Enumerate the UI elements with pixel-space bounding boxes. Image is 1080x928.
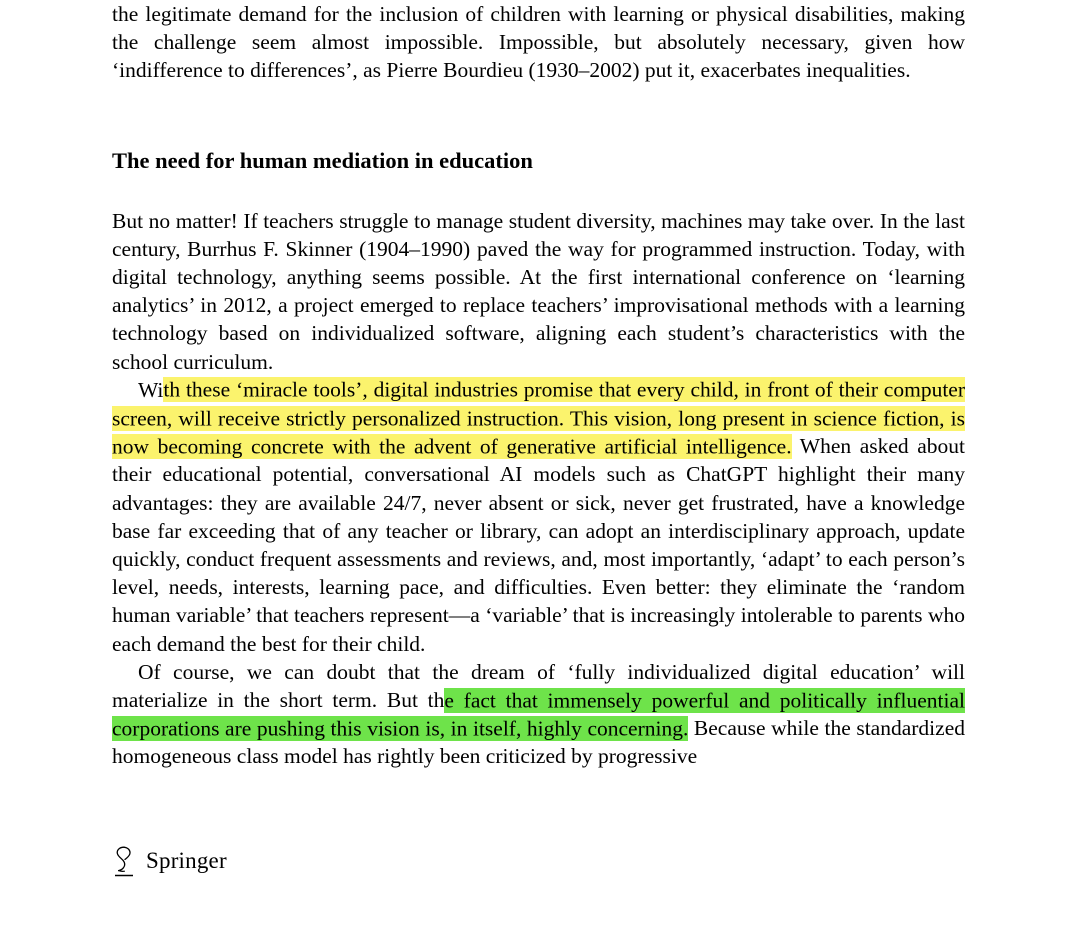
paragraph-intro-continued: the legitimate demand for the inclusion of children with learning or physical disabilities, making the challenge seem almost impossible. Impossible, but absolutely necessary, given how ‘indifference to differences’, as Pierre Bourdieu (1930–2002) put it, exacerbates inequalities. [112,2,965,83]
text-column [112,0,965,771]
paragraph-1: But no matter! If teachers struggle to manage student diversity, machines may take over. In the last century, Burrhus F. Skinner (1904–1990) paved the way for programmed instruction. Today, with digital technology, anything seems possible. At the first international conference on ‘learning analytics’ in 2012, a project emerged to replace teachers’ improvisational methods with a learning technology based on individualized software, aligning each student’s characteristics with the school curriculum. [112,208,965,374]
paragraph-2-remainder-text: When asked about their educational potential, conversational AI models such as ChatGPT highlight their many advantages: they are available 24/7, never absent or sick, never get frustrated, have a knowledge base far exceeding that of any teacher or library, can adopt an interdisciplinary approach, update quickly, conduct frequent assessments and reviews, and, most importantly, ‘adapt’ to each person’s level, needs, interests, learning pace, and difficulties. Even better: they eliminate the ‘random human variable’ that teachers represent—a ‘variable’ that is increasingly intolerable to parents who each demand the best for their child. [112,434,965,656]
paragraph-3-remainder-text: Because while the standardized homogeneous class model has rightly been criticized by progressive [112,716,965,769]
spacer-after-heading [112,175,965,207]
paragraph-3-lead-text: Of course, we can doubt that the dream of ‘fully individualized digital education’ will materialize in the short term. But th [112,659,965,713]
paragraph-2-lead-text: Wi [138,377,164,402]
publisher-name: Springer [146,848,227,873]
highlight-green-passage: e fact that immensely powerful and politically influential corporations are pushing this vision is, in itself, highly concerning. [112,688,965,741]
paragraph-2 [112,376,965,658]
page-footer [112,845,227,877]
paragraph-3 [112,658,965,771]
section-heading: The need for human mediation in education [112,147,533,173]
body-text-block [112,207,965,771]
spacer-before-heading [112,85,965,147]
highlight-yellow-passage: th these ‘miracle tools’, digital industries promise that every child, in front of their computer screen, will receive strictly personalized instruction. This vision, long present in science fiction, is now becoming concrete with the advent of generative artificial intelligence. [112,377,965,459]
springer-logo-icon [112,845,136,877]
